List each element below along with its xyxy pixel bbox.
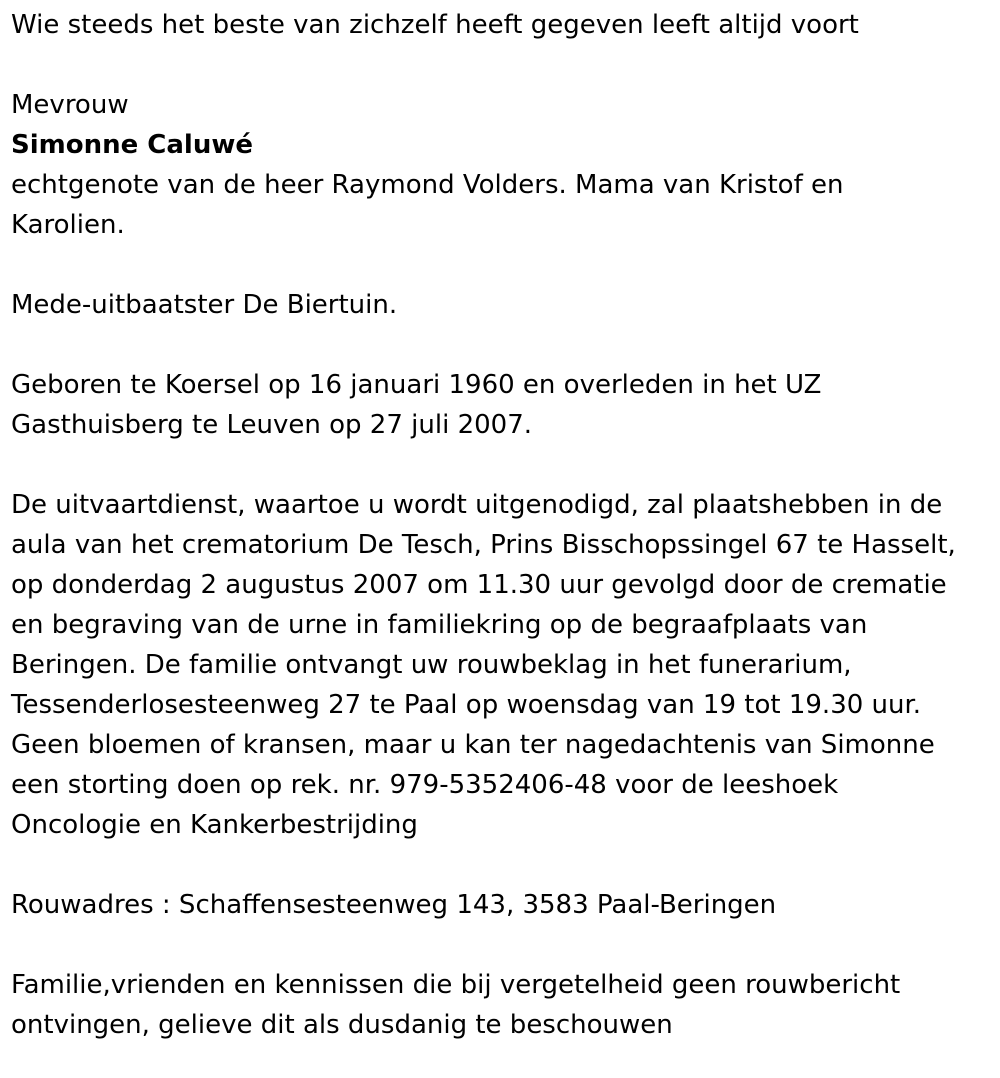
birth-death-info (11, 365, 1000, 445)
role-text: Mede-uitbaatster De Biertuin. (11, 290, 398, 320)
funeral-service-info (11, 485, 1000, 845)
spouse-info (11, 165, 1000, 245)
birth-death-line: Geboren te Koersel op 16 januari 1960 en overleden in het UZ (11, 370, 822, 400)
motto-text: Wie steeds het beste van zichzelf heeft gegeven leeft altijd voort (11, 10, 859, 40)
service-line: Oncologie en Kankerbestrijding (11, 810, 418, 840)
spouse-line: Karolien. (11, 210, 125, 240)
closing-note (11, 965, 1000, 1045)
role-info (11, 285, 1000, 325)
mourning-address-text: Rouwadres : Schaffensesteenweg 143, 3583 Paal-Beringen (11, 890, 777, 920)
spouse-line: echtgenote van de heer Raymond Volders. Mama van Kristof en (11, 170, 844, 200)
service-line: aula van het crematorium De Tesch, Prins Bisschopssingel 67 te Hasselt, (11, 530, 956, 560)
service-line: op donderdag 2 augustus 2007 om 11.30 uur gevolgd door de crematie (11, 570, 947, 600)
mourning-address (11, 885, 1000, 925)
motto (11, 5, 1000, 45)
service-line: een storting doen op rek. nr. 979-5352406-48 voor de leeshoek (11, 770, 839, 800)
service-line: De uitvaartdienst, waartoe u wordt uitgenodigd, zal plaatshebben in de (11, 490, 943, 520)
birth-death-line: Gasthuisberg te Leuven op 27 juli 2007. (11, 410, 533, 440)
salutation-text: Mevrouw (11, 90, 129, 120)
salutation (11, 85, 1000, 125)
service-line: Beringen. De familie ontvangt uw rouwbeklag in het funerarium, (11, 650, 852, 680)
service-line: Geen bloemen of kransen, maar u kan ter nagedachtenis van Simonne (11, 730, 935, 760)
service-line: Tessenderlosesteenweg 27 te Paal op woensdag van 19 tot 19.30 uur. (11, 690, 922, 720)
closing-line: Familie,vrienden en kennissen die bij vergetelheid geen rouwbericht (11, 970, 901, 1000)
service-line: en begraving van de urne in familiekring op de begraafplaats van (11, 610, 868, 640)
deceased-name-text: Simonne Caluwé (11, 130, 253, 160)
closing-line: ontvingen, gelieve dit als dusdanig te beschouwen (11, 1010, 673, 1040)
deceased-name (11, 125, 1000, 165)
